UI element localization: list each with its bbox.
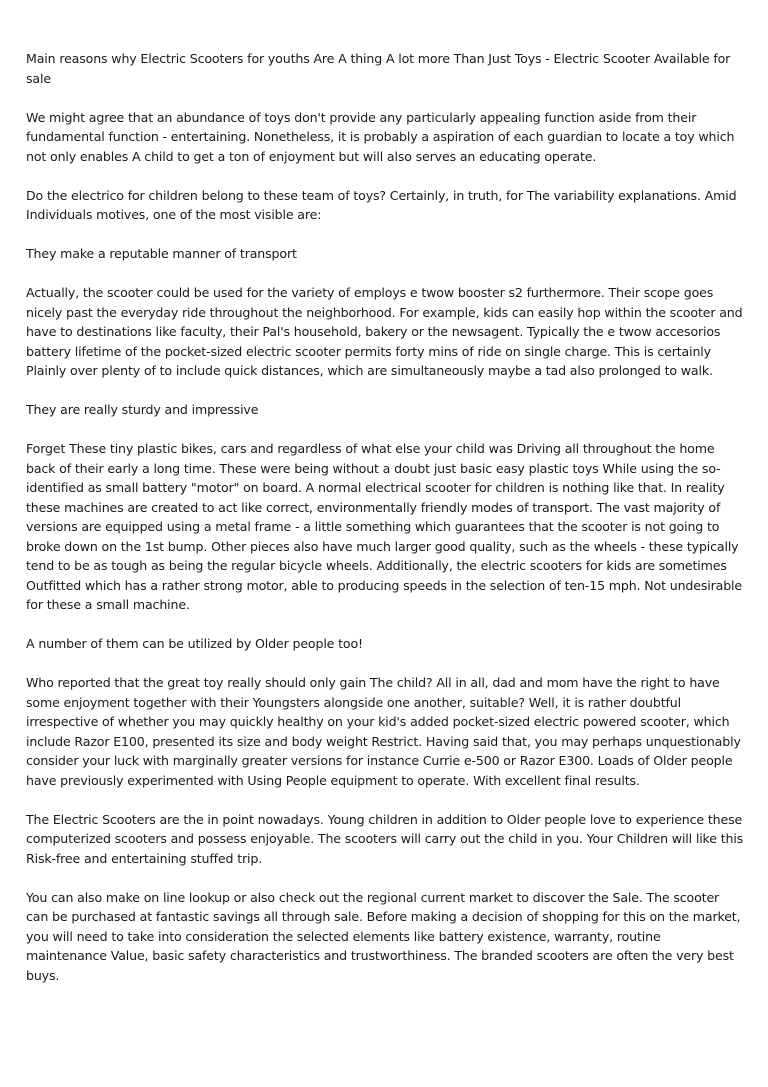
subheading-sturdy: They are really sturdy and impressive: [26, 402, 259, 417]
paragraph-question: Do the electrico for children belong to these team of toys? Certainly, in truth, for The variability explanations. Amid Individuals motives, one of the most visible are:: [26, 187, 737, 222]
paragraph-transport: Actually, the scooter could be used for the variety of employs e twow booster s2 furthermore. Their scope goes nicely past the everyday ride throughout the neighborhood. For example, kids can easily hop within the scooter and have to destinations like faculty, their Pal's household, bakery or the newsagent. Typically the e twow accesorios battery lifetime of the pocket-sized electric scooter permits forty mins of ride on single charge. This is certainly Plainly over plenty of to include quick distances, which are simultaneously maybe a tad also prolonged to walk.: [26, 285, 743, 378]
paragraph-intro: We might agree that an abundance of toys don't provide any particularly appealing function aside from their fundamental function - entertaining. Nonetheless, it is probably a aspiration of each guardian to locate a toy which not only enables A child to get a ton of enjoyment but will also serves an educating operate.: [26, 109, 735, 164]
paragraph-sale: You can also make on line lookup or also check out the regional current market to discover the Sale. The scooter can be purchased at fantastic savings all through sale. Before making a decision of shopping for this on the market, you will need to take into consideration the selected elements like battery existence, warranty, routine maintenance Value, basic safety characteristics and trustworthiness. The branded scooters are often the very best buys.: [26, 889, 741, 983]
paragraph-sturdy: Forget These tiny plastic bikes, cars and regardless of what else your child was Driving all throughout the home back of their early a long time. These were being without a doubt just basic easy plastic toys While using the so-identified as small battery "motor" on board. A normal electrical scooter for children is nothing like that. In reality these machines are created to act like correct, environmentally friendly modes of transport. The vast majority of versions are equipped using a metal frame - a little something which guarantees that the scooter is not going to broke down on the 1st bump. Other pieces also have much larger good quality, such as the wheels - these typically tend to be as tough as being the regular bicycle wheels. Additionally, the electric scooters for kids are sometimes Outfitted which has a rather strong motor, able to producing speeds in the selection of ten-15 mph. Not undesirable for these a small machine.: [26, 441, 742, 612]
paragraph-older-people: Who reported that the great toy really should only gain The child? All in all, dad and mom have the right to have some enjoyment together with their Youngsters alongside one another, suitable? Well, it is rather doubtful irrespective of whether you may quickly healthy on your kid's added pocket-sized electric powered scooter, which include Razor E100, presented its size and body weight Restrict. Having said that, you may perhaps unquestionably consider your luck with marginally greater versions for instance Currie e-500 or Razor E300. Loads of Older people have previously experimented with Using People equipment to operate. With excellent final results.: [26, 675, 741, 788]
subheading-transport: They make a reputable manner of transport: [26, 246, 297, 261]
subheading-older-people: A number of them can be utilized by Older people too!: [26, 636, 363, 651]
document-title: Main reasons why Electric Scooters for youths Are A thing A lot more Than Just Toys - Electric Scooter Available for sale: [26, 51, 731, 86]
paragraph-in-point: The Electric Scooters are the in point nowadays. Young children in addition to Older people love to experience these computerized scooters and possess enjoyable. The scooters will carry out the child in you. Your Children will like this Risk-free and entertaining stuffed trip.: [26, 811, 744, 866]
